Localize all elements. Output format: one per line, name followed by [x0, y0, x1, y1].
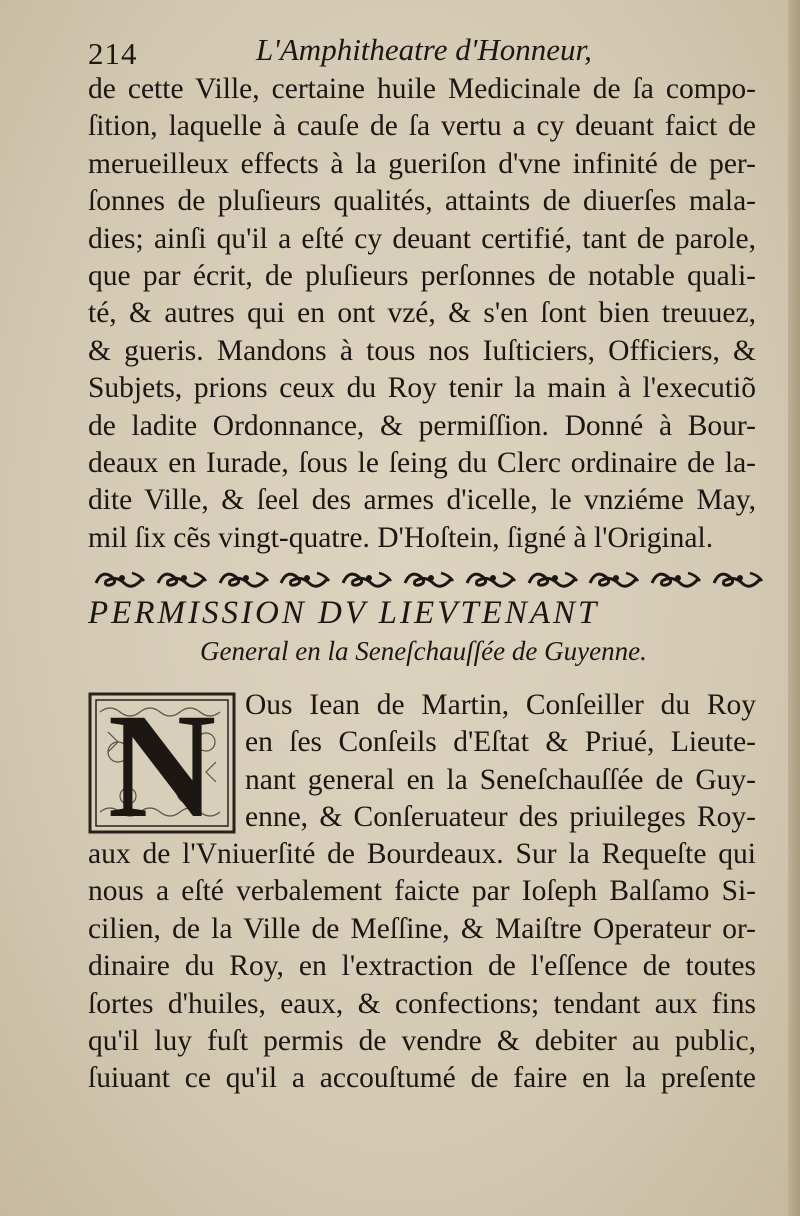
paragraph-1: [88, 71, 756, 557]
text-line: enne, & Conſeruateur des priuileges Roy-: [245, 801, 756, 834]
text-line: dite Ville, & ſeel des armes d'icelle, le vnziéme May,: [88, 484, 756, 517]
fleuron-ornament: [710, 567, 768, 589]
svg-text:N: N: [107, 692, 217, 834]
text-line: dies; ainſi qu'il a eſté cy deuant certifié, tant de parole,: [88, 222, 756, 255]
text-line: nant general en la Seneſchauſſée de Guy-: [245, 763, 756, 796]
fleuron-ornament: [154, 567, 212, 589]
text-line: de cette Ville, certaine huile Medicinale de ſa compo-: [88, 73, 756, 105]
text-line: qu'il luy fuſt permis de vendre & debiter au public,: [88, 1024, 756, 1057]
text-line: merueilleux effects à la gueriſon d'vne infinité de per-: [88, 147, 756, 180]
fleuron-ornament: [92, 567, 150, 589]
decorated-initial-n: [88, 692, 236, 834]
page-number: 214: [88, 36, 138, 71]
text-line: ſition, laquelle à cauſe de ſa vertu a cy deuant faict de: [88, 110, 756, 143]
text-line: té, & autres qui en ont vzé, & s'en ſont bien treuuez,: [88, 297, 756, 330]
paragraph-2-continued: [88, 836, 756, 1098]
section-subheading: General en la Seneſchauſſée de Guyenne.: [200, 636, 647, 666]
running-title: L'Amphitheatre d'Honneur,: [256, 32, 592, 67]
fleuron-ornament: [525, 567, 583, 589]
text-line: cilien, de la Ville de Meſſine, & Maiſtre Operateur or-: [88, 912, 756, 945]
text-line: de ladite Ordonnance, & permiſſion. Donné à Bour-: [88, 409, 756, 442]
text-line: ſonnes de pluſieurs qualités, attaints de diuerſes mala-: [88, 185, 756, 218]
text-line: Subjets, prions ceux du Roy tenir la main à l'executiõ: [88, 372, 756, 405]
paragraph-2-opening: [245, 687, 756, 837]
page-edge: [788, 0, 800, 1216]
fleuron-ornament: [586, 567, 644, 589]
fleuron-ornament: [463, 567, 521, 589]
text-line: deaux en Iurade, ſous le ſeing du Clerc ordinaire de la-: [88, 446, 756, 479]
text-line: en ſes Conſeils d'Eſtat & Priué, Lieute-: [245, 726, 756, 759]
text-line: nous a eſté verbalement faicte par Ioſeph Balſamo Si-: [88, 875, 756, 908]
text-line: ſortes d'huiles, eaux, & confections; tendant aux fins: [88, 987, 756, 1020]
text-line: Ous Iean de Martin, Conſeiller du Roy: [245, 689, 756, 721]
fleuron-ornament: [277, 567, 335, 589]
text-line: & gueris. Mandons à tous nos Iuſticiers, Officiers, &: [88, 334, 756, 367]
fleuron-ornament: [401, 567, 459, 589]
ornamental-band: [92, 566, 768, 590]
text-line: aux de l'Vniuerſité de Bourdeaux. Sur la Requeſte qui: [88, 838, 756, 870]
fleuron-ornament: [339, 567, 397, 589]
text-line: que par écrit, de pluſieurs perſonnes de notable quali-: [88, 259, 756, 292]
fleuron-ornament: [216, 567, 274, 589]
fleuron-ornament: [648, 567, 706, 589]
text-line: mil ſix cẽs vingt-quatre. D'Hoſtein, ſigné à l'Original.: [88, 521, 714, 554]
text-line: dinaire du Roy, en l'extraction de l'eſſence de toutes: [88, 950, 756, 983]
text-line: ſuiuant ce qu'il a accouſtumé de faire en la preſente: [88, 1062, 756, 1095]
section-heading: PERMISSION DV LIEVTENANT: [88, 595, 600, 631]
